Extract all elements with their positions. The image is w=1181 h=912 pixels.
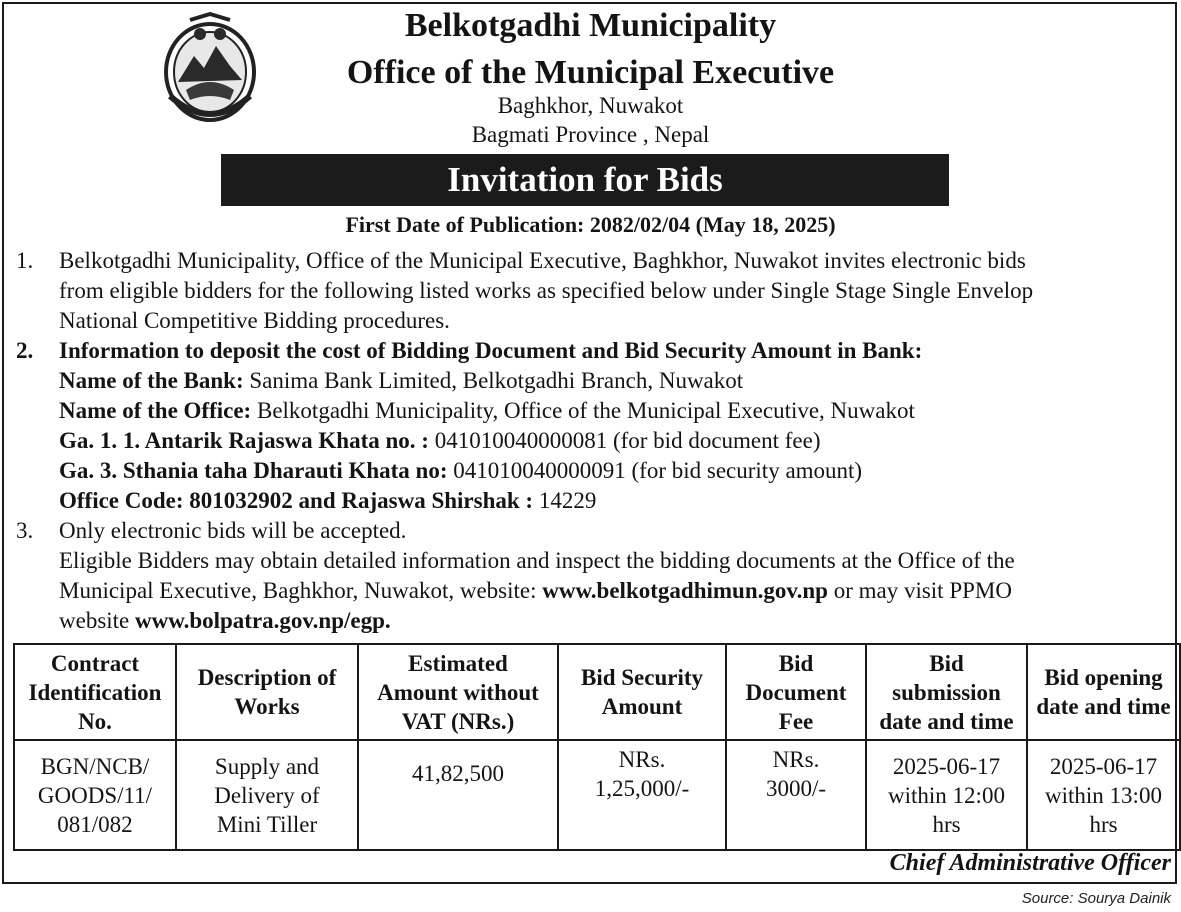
municipality-website-link[interactable]: www.belkotgadhimun.gov.np <box>542 578 828 603</box>
item-3-text: or may visit PPMO <box>827 578 1012 603</box>
bank-name-label: Name of the Bank: <box>59 368 244 393</box>
column-header-contract-id: Contract Identification No. <box>14 644 176 740</box>
item-3-text: Municipal Executive, Baghkhor, Nuwakot, website: <box>59 578 543 603</box>
bank-name-value: Sanima Bank Limited, Belkotgadhi Branch, Nuwakot <box>243 368 744 393</box>
document-fee-cell: NRs. 3000/- <box>726 740 866 850</box>
security-account-label: Ga. 3. Sthania taha Dharauti Khata no: <box>59 458 448 483</box>
office-name-line <box>59 396 915 426</box>
bid-security-cell: NRs. 1,25,000/- <box>558 740 726 850</box>
item-1-line: from eligible bidders for the following listed works as specified below under Single Stage Single Envelop <box>59 278 1034 303</box>
bank-name-line <box>59 366 743 396</box>
item-3-line: Only electronic bids will be accepted. <box>59 518 407 543</box>
source-credit: Source: Sourya Dainik <box>1021 890 1171 907</box>
notice-title-banner: Invitation for Bids <box>221 154 949 206</box>
opening-date-cell: 2025-06-17 within 13:00 hrs <box>1027 740 1180 850</box>
contract-id-cell: BGN/NCB/ GOODS/11/ 081/082 <box>14 740 176 850</box>
bank-info-heading: Information to deposit the cost of Bidding Document and Bid Security Amount in Bank: <box>59 338 923 363</box>
bid-works-table <box>13 643 1181 851</box>
office-name: Office of the Municipal Executive <box>346 54 835 91</box>
column-header-submission-date: Bid submission date and time <box>866 644 1027 740</box>
office-name-label: Name of the Office: <box>59 398 252 423</box>
item-3-text: website <box>59 608 136 633</box>
publication-date: First Date of Publication: 2082/02/04 (May 18, 2025) <box>345 212 836 237</box>
submission-date-cell: 2025-06-17 within 12:00 hrs <box>866 740 1027 850</box>
item-number: 2. <box>16 338 34 363</box>
address-line-1: Baghkhor, Nuwakot <box>497 93 684 118</box>
table-row <box>14 740 1180 850</box>
estimated-amount-cell: 41,82,500 <box>358 740 558 850</box>
security-account-line <box>59 456 862 486</box>
item-1-line: National Competitive Bidding procedures. <box>59 308 450 333</box>
office-name-value: Belkotgadhi Municipality, Office of the Municipal Executive, Nuwakot <box>251 398 915 423</box>
table-header-row <box>14 644 1180 740</box>
document-fee-account-line <box>59 426 821 456</box>
address-line-2: Bagmati Province , Nepal <box>471 122 710 147</box>
office-code-line <box>59 486 596 516</box>
description-cell: Supply and Delivery of Mini Tiller <box>176 740 358 850</box>
office-code-value: 14229 <box>533 488 597 513</box>
column-header-bid-security: Bid Security Amount <box>558 644 726 740</box>
ppmo-website-link[interactable]: www.bolpatra.gov.np/egp. <box>135 608 391 633</box>
item-number: 1. <box>16 248 34 273</box>
document-fee-account-value: 041010040000081 (for bid document fee) <box>428 428 821 453</box>
item-number: 3. <box>16 518 34 543</box>
column-header-opening-date: Bid opening date and time <box>1027 644 1180 740</box>
security-account-value: 041010040000091 (for bid security amount) <box>447 458 863 483</box>
signatory-title: Chief Administrative Officer <box>889 850 1171 876</box>
document-fee-account-label: Ga. 1. 1. Antarik Rajaswa Khata no. : <box>59 428 429 453</box>
item-1-line: Belkotgadhi Municipality, Office of the Municipal Executive, Baghkhor, Nuwakot invites electronic bids <box>59 248 1026 273</box>
column-header-document-fee: Bid Document Fee <box>726 644 866 740</box>
office-code-label: Office Code: 801032902 and Rajaswa Shirshak : <box>59 488 534 513</box>
column-header-estimated-amount: Estimated Amount without VAT (NRs.) <box>358 644 558 740</box>
item-3-line <box>59 606 391 636</box>
column-header-description: Description of Works <box>176 644 358 740</box>
item-3-line <box>59 576 1012 606</box>
municipality-name: Belkotgadhi Municipality <box>404 7 777 44</box>
item-3-line: Eligible Bidders may obtain detailed information and inspect the bidding documents at the Office of the <box>59 548 1015 573</box>
